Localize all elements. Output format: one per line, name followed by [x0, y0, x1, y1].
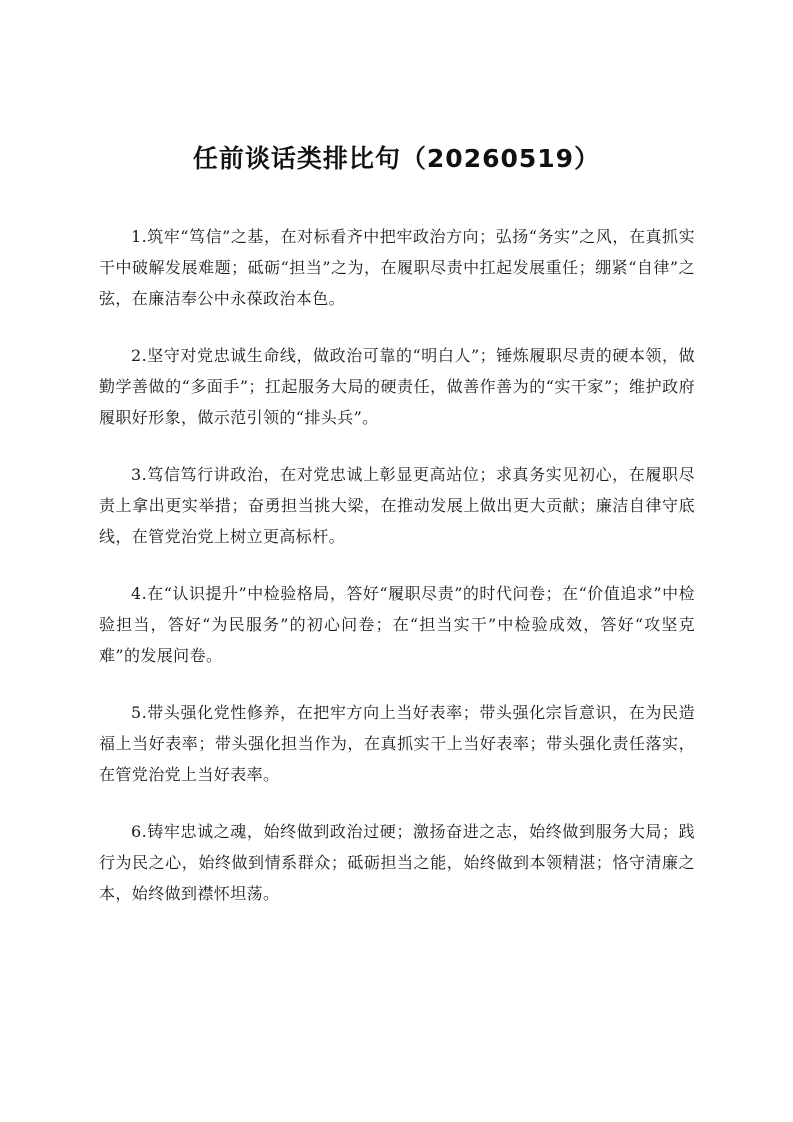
paragraph-5: 5.带头强化党性修养，在把牢方向上当好表率；带头强化宗旨意识，在为民造福上当好表率；带头强化担当作为，在真抓实干上当好表率；带头强化责任落实，在管党治党上当好表率。: [99, 703, 695, 784]
paragraph-4: 4.在“认识提升”中检验格局，答好“履职尽责”的时代问卷；在“价值追求”中检验担当，答好“为民服务”的初心问卷；在“担当实干”中检验成效，答好“攻坚克难”的发展问卷。: [99, 584, 695, 665]
document-body: [99, 221, 695, 935]
paragraph-6: 6.铸牢忠诚之魂，始终做到政治过硬；激扬奋进之志，始终做到服务大局；践行为民之心，始终做到情系群众；砥砺担当之能，始终做到本领精湛；恪守清廉之本，始终做到襟怀坦荡。: [99, 822, 695, 903]
document-title: 任前谈话类排比句（20260519）: [192, 144, 601, 173]
paragraph-2: 2.坚守对党忠诚生命线，做政治可靠的“明白人”；锤炼履职尽责的硬本领，做勤学善做的“多面手”；扛起服务大局的硬责任，做善作善为的“实干家”；维护政府履职好形象，做示范引领的“排头兵”。: [99, 346, 695, 427]
paragraph-1: 1.筑牢“笃信”之基，在对标看齐中把牢政治方向；弘扬“务实”之风，在真抓实干中破解发展难题；砥砺“担当”之为，在履职尽责中扛起发展重任；绷紧“自律”之弦，在廉洁奉公中永葆政治本色。: [99, 227, 695, 308]
paragraph-3: 3.笃信笃行讲政治，在对党忠诚上彰显更高站位；求真务实见初心，在履职尽责上拿出更实举措；奋勇担当挑大梁，在推动发展上做出更大贡献；廉洁自律守底线，在管党治党上树立更高标杆。: [99, 465, 695, 546]
